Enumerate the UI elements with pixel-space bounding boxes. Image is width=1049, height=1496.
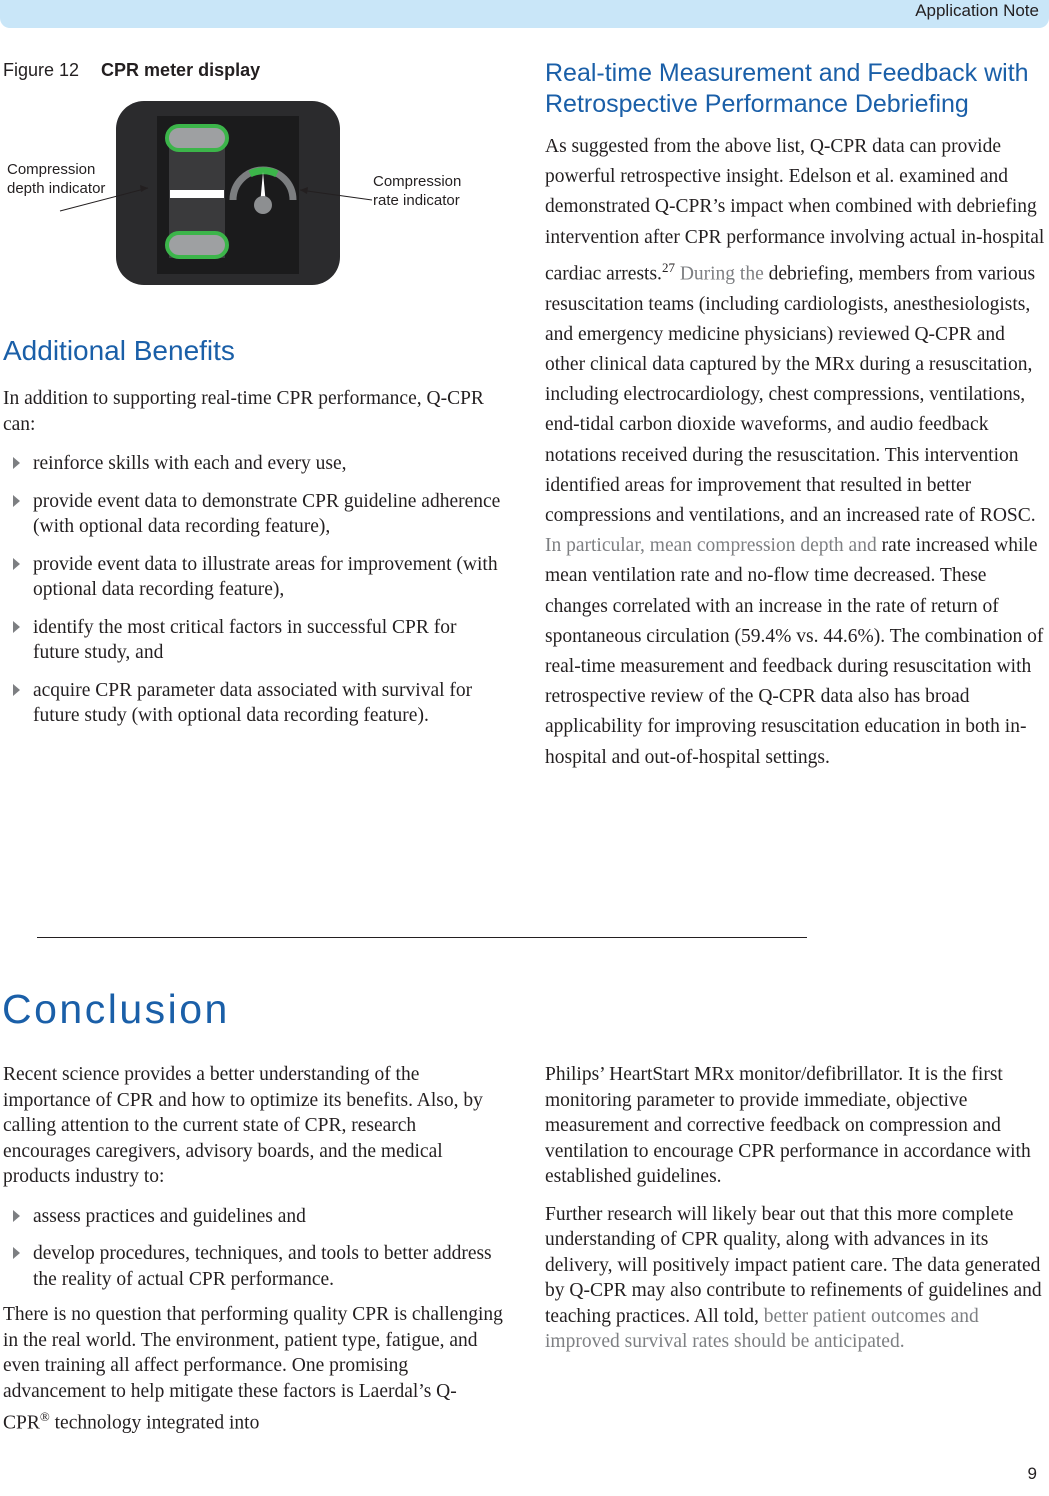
conclusion-left bbox=[3, 1062, 503, 1436]
conclusion-right bbox=[545, 1062, 1048, 1355]
callout-lines bbox=[0, 0, 560, 300]
benefits-list bbox=[3, 451, 503, 729]
list-item: provide event data to illustrate areas for improvement (with optional data recording feature), bbox=[3, 552, 503, 603]
conclusion-paragraph-2: There is no question that performing quality CPR is challenging in the real world. The environment, patient type, fatigue, and even training all affect performance. One promising advancement to help mitigate these factors is Laerdal’s Q-CPR® technology integrated into bbox=[3, 1304, 503, 1434]
triangle-bullet-icon bbox=[13, 558, 20, 570]
figure-title: CPR meter display bbox=[101, 60, 261, 80]
p2-tail-left: technology integrated into bbox=[49, 1412, 260, 1434]
conclusion-paragraph-2-cont: Philips’ HeartStart MRx monitor/defibrillator. It is the first monitoring parameter to provide immediate, objective measurement and corrective feedback on compression and ventilation to encourage CPR performance in accordance with established guidelines. bbox=[545, 1064, 1031, 1187]
additional-benefits-intro: In addition to supporting real-time CPR performance, Q-CPR can: bbox=[3, 388, 484, 435]
triangle-bullet-icon bbox=[13, 1247, 20, 1259]
realtime-paragraph: As suggested from the above list, Q-CPR data can provide powerful retrospective insight. Edelson et al. examined and demonstrated Q-CPR’s impact when combined with debriefing intervention after CPR performance involving actual in-hospital cardiac arrests.$^{27}$ During the debriefing, members from various resuscitation teams (including cardiologists, anesthesiologists, and emergency medicine physicians) reviewed Q-CPR and other clinical data captured by the MRx during a resuscitation, including electrocardiology, chest compressions, ventilations, end-tidal carbon dioxide waveforms, and audio feedback notations received during the resuscitation. This intervention identified areas for improvement that resulted in better compressions and ventilations, and an increased rate of ROSC. In particular, mean compression depth and rate increased while mean ventilation rate and no-flow time decreased. These changes correlated with an increase in the rate of return of spontaneous circulation (59.4% vs. 44.6%). The combination of real-time measurement and feedback during resuscitation with retrospective review of the Q-CPR data also has broad applicability for improving resuscitation education in both in-hospital and out-of-hospital settings. bbox=[545, 136, 1045, 768]
conclusion-heading: Conclusion bbox=[2, 986, 230, 1032]
realtime-heading: Real-time Measurement and Feedback with Retrospective Performance Debriefing bbox=[545, 59, 1029, 118]
list-item: assess practices and guidelines and bbox=[3, 1204, 503, 1230]
triangle-bullet-icon bbox=[13, 457, 20, 469]
additional-benefits-section bbox=[3, 334, 503, 741]
callout-rate: Compression rate indicator bbox=[373, 173, 462, 209]
list-item: develop procedures, techniques, and tools to better address the reality of actual CPR performance. bbox=[3, 1241, 503, 1292]
list-item: provide event data to demonstrate CPR guideline adherence (with optional data recording feature), bbox=[3, 489, 503, 540]
conclusion-paragraph-3: Further research will likely bear out that this more complete understanding of CPR quality, along with advances in its delivery, will positively impact patient care. The data generated by Q-CPR may also contribute to refinements of guidelines and teaching practices. All told, better patient outcomes and improved survival rates should be anticipated. bbox=[545, 1203, 1042, 1352]
page-number: 9 bbox=[1027, 1464, 1037, 1483]
citation-superscript: 27 bbox=[661, 259, 675, 275]
figure-label: Figure 12 bbox=[3, 60, 80, 80]
triangle-bullet-icon bbox=[13, 1210, 20, 1222]
registered-mark: ® bbox=[39, 1409, 50, 1424]
list-item: identify the most critical factors in successful CPR for future study, and bbox=[3, 615, 503, 666]
section-divider bbox=[37, 937, 807, 938]
triangle-bullet-icon bbox=[13, 495, 20, 507]
list-item: reinforce skills with each and every use, bbox=[3, 451, 503, 477]
list-item: acquire CPR parameter data associated with survival for future study (with optional data recording feature). bbox=[3, 678, 503, 729]
realtime-section bbox=[545, 58, 1048, 773]
callout-depth: Compression depth indicator bbox=[7, 161, 106, 197]
triangle-bullet-icon bbox=[13, 684, 20, 696]
header-title: Application Note bbox=[915, 1, 1039, 20]
conclusion-list bbox=[3, 1204, 503, 1293]
conclusion-paragraph-1: Recent science provides a better understanding of the importance of CPR and how to optimize its benefits. Also, by calling attention to the current state of CPR, research encourages caregivers, advisory boards, and the medical products industry to: bbox=[3, 1064, 483, 1187]
triangle-bullet-icon bbox=[13, 621, 20, 633]
additional-benefits-heading: Additional Benefits bbox=[3, 335, 235, 366]
